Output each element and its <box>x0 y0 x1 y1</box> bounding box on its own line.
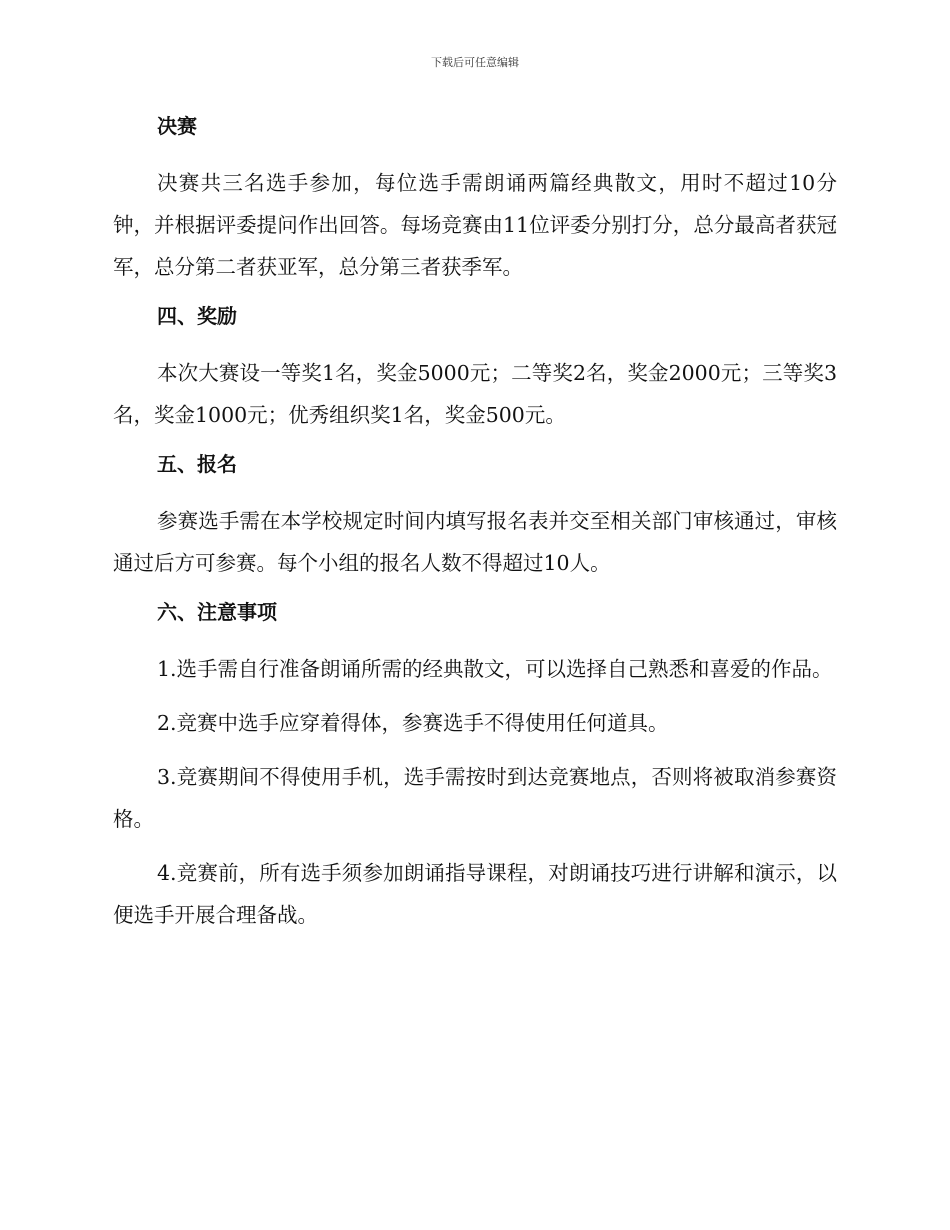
note-item-1: 1.选手需自行准备朗诵所需的经典散文，可以选择自己熟悉和喜爱的作品。 <box>157 657 833 681</box>
paragraph: 决赛共三名选手参加，每位选手需朗诵两篇经典散文，用时不超过10分钟，并根据评委提问作出回答。每场竞赛由11位评委分别打分，总分最高者获冠军，总分第二者获亚军，总分第三者获季军。 <box>113 171 837 279</box>
section-awards <box>113 300 837 436</box>
section-heading: 四、奖励 <box>157 304 237 328</box>
note-item-2: 2.竞赛中选手应穿着得体，参赛选手不得使用任何道具。 <box>157 711 669 735</box>
page-header: 下载后可任意编辑 <box>431 56 519 69</box>
document-body <box>113 110 837 948</box>
section-heading: 五、报名 <box>157 452 237 476</box>
note-item-3: 3.竞赛期间不得使用手机，选手需按时到达竞赛地点，否则将被取消参赛资格。 <box>113 765 837 831</box>
section-notes <box>113 596 837 936</box>
section-heading: 六、注意事项 <box>157 600 277 624</box>
paragraph: 本次大赛设一等奖1名，奖金5000元；二等奖2名，奖金2000元；三等奖3名，奖金1000元；优秀组织奖1名，奖金500元。 <box>113 361 837 427</box>
paragraph: 参赛选手需在本学校规定时间内填写报名表并交至相关部门审核通过，审核通过后方可参赛。每个小组的报名人数不得超过10人。 <box>113 509 837 575</box>
section-registration <box>113 448 837 584</box>
note-item-4: 4.竞赛前，所有选手须参加朗诵指导课程，对朗诵技巧进行讲解和演示，以便选手开展合理备战。 <box>113 861 837 927</box>
section-final <box>113 110 837 288</box>
section-heading: 决赛 <box>157 114 197 138</box>
